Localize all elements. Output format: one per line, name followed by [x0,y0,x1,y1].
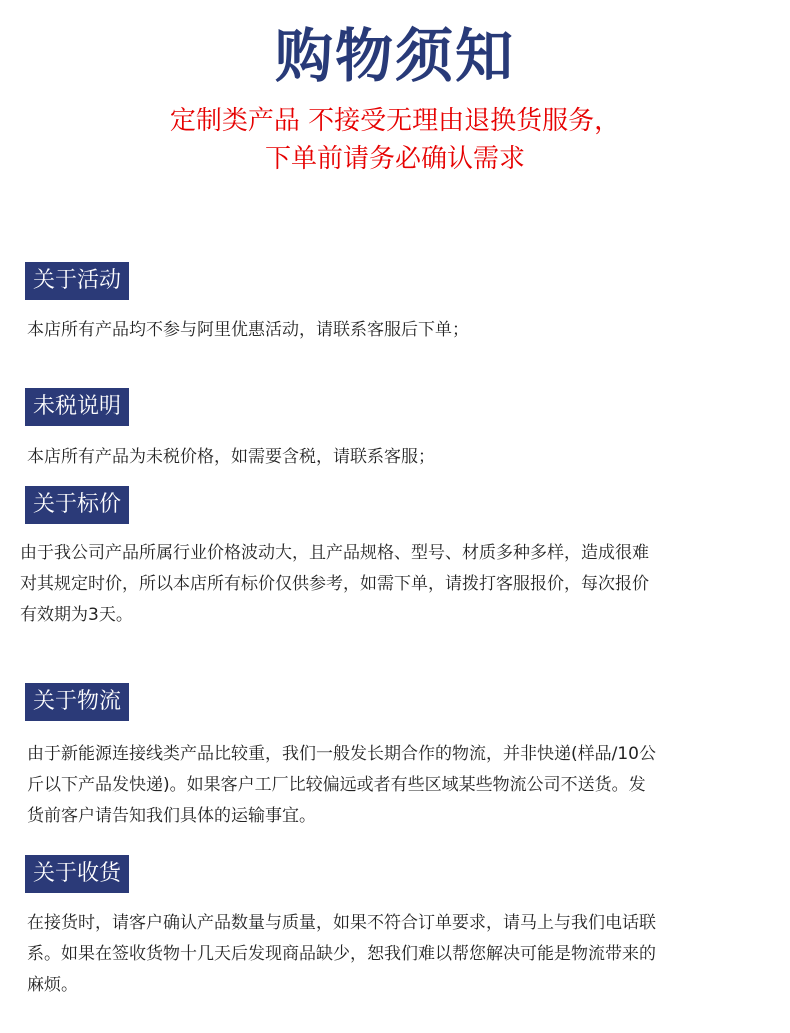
section-heading-tax: 未税说明 [25,388,129,426]
section-text-pricing-line-3: 有效期为3天。 [20,605,133,625]
section-text-pricing-line-2: 对其规定时价，所以本店所有标价仅供参考，如需下单，请拨打客服报价，每次报价 [20,574,649,594]
section-text-receiving-line-2: 系。如果在签收货物十几天后发现商品缺少，恕我们难以帮您解决可能是物流带来的 [27,944,656,964]
section-text-logistics-line-3: 货前客户请告知我们具体的运输事宜。 [27,806,316,826]
custom-product-notice-line-2: 下单前请务必确认需求 [264,144,525,174]
section-text-logistics-line-2: 斤以下产品发快递)。如果客户工厂比较偏远或者有些区域某些物流公司不送货。发 [27,775,646,795]
custom-product-notice-line-1: 定制类产品 不接受无理由退换货服务， [169,106,621,136]
section-text-pricing-line-1: 由于我公司产品所属行业价格波动大，且产品规格、型号、材质多种多样，造成很难 [20,543,649,563]
section-text-logistics-line-1: 由于新能源连接线类产品比较重，我们一般发长期合作的物流，并非快递(样品/10公 [27,744,656,764]
section-text-activity-line-1: 本店所有产品均不参与阿里优惠活动，请联系客服后下单； [27,320,469,340]
page-title: 购物须知 [274,22,515,90]
section-heading-receiving: 关于收货 [25,855,129,893]
section-heading-pricing: 关于标价 [25,486,129,524]
section-heading-activity: 关于活动 [25,262,129,300]
section-text-receiving-line-3: 麻烦。 [27,975,78,995]
section-text-tax-line-1: 本店所有产品为未税价格，如需要含税，请联系客服； [27,447,435,467]
section-heading-logistics: 关于物流 [25,683,129,721]
section-text-receiving-line-1: 在接货时，请客户确认产品数量与质量，如果不符合订单要求，请马上与我们电话联 [27,913,656,933]
